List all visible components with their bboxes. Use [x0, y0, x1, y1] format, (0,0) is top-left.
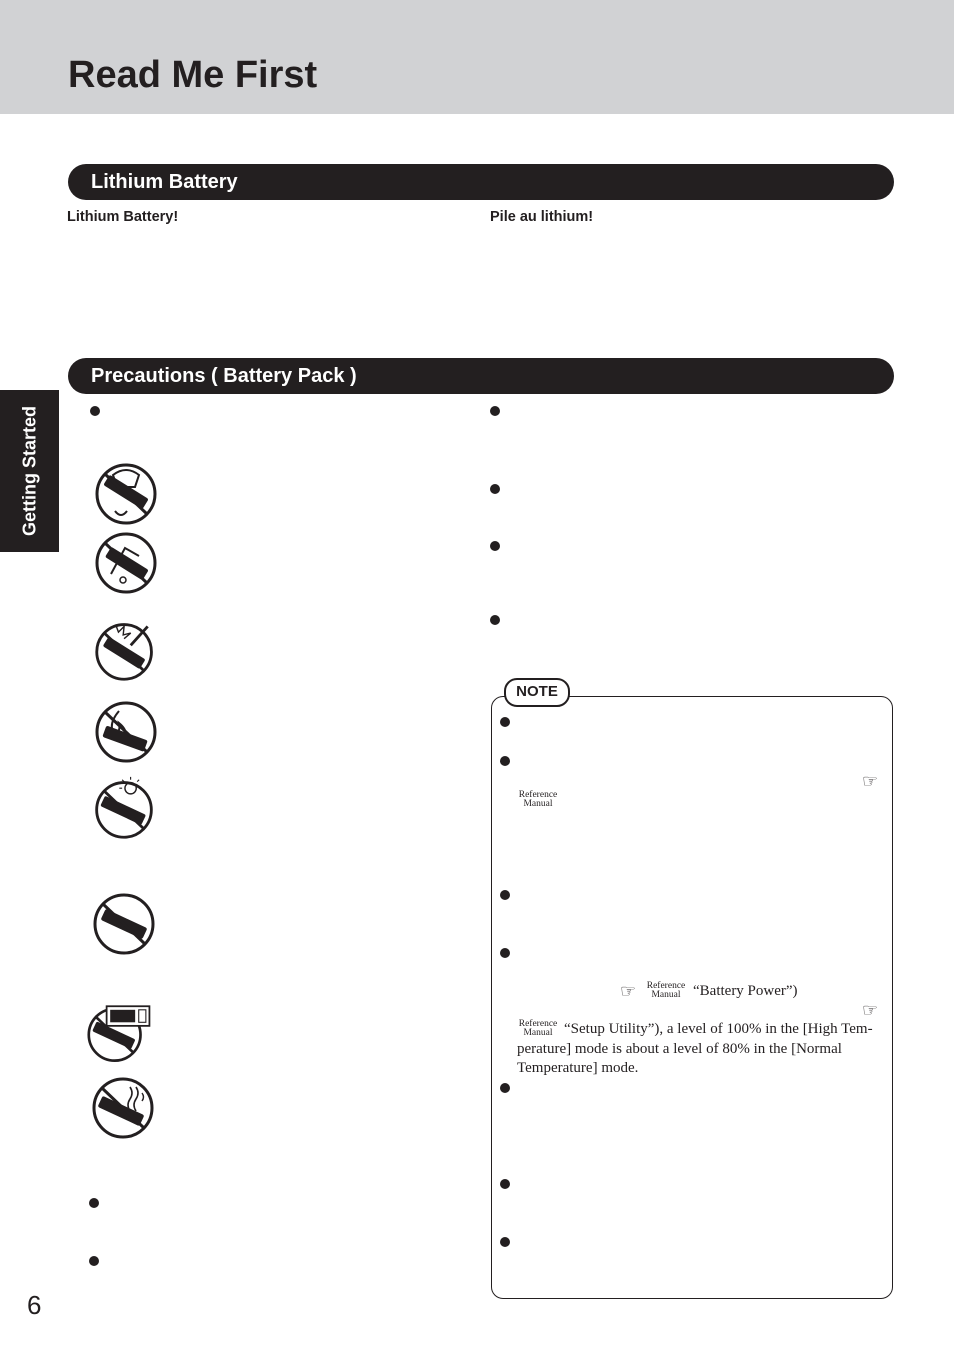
bullet-icon: [490, 406, 500, 416]
no-carry-with-metal-icon: [93, 461, 159, 527]
temperature-mode-text-line-1: perature] mode is about a level of 80% in the [Normal: [517, 1041, 842, 1057]
reference-manual-icon-bottom: Manual: [523, 1028, 553, 1038]
setup-utility-text: “Setup Utility”), a level of 100% in the [High Tem-: [564, 1021, 873, 1037]
bullet-icon: [500, 717, 510, 727]
bullet-icon: [490, 615, 500, 625]
bullet-icon: [500, 756, 510, 766]
page-title: Read Me First: [68, 54, 318, 96]
bullet-icon: [500, 1179, 510, 1189]
no-microwave-icon: [87, 1000, 153, 1066]
no-heat-sunlight-icon: [91, 775, 157, 841]
battery-power-reference: “Battery Power”): [693, 983, 798, 999]
section-bar-precautions: [68, 358, 894, 394]
bullet-icon: [500, 1083, 510, 1093]
reference-manual-icon: [643, 982, 689, 1000]
reference-manual-icon: [515, 791, 561, 809]
section-title-precautions: Precautions ( Battery Pack ): [91, 365, 357, 387]
reference-manual-icon-bottom: Manual: [523, 799, 553, 809]
no-water-icon: [90, 1075, 156, 1141]
temperature-mode-text-line-2: Temperature] mode.: [517, 1060, 639, 1076]
note-box: [491, 696, 893, 1299]
bullet-icon: [89, 1256, 99, 1266]
reference-manual-icon-top: Reference: [646, 981, 686, 991]
pointing-hand-icon: ☞: [620, 981, 637, 1002]
pointing-hand-icon: ☞: [862, 1000, 879, 1021]
bullet-icon: [90, 406, 100, 416]
no-fire-icon: [93, 699, 159, 765]
bullet-icon: [500, 890, 510, 900]
bullet-icon: [89, 1198, 99, 1208]
reference-manual-icon-top: Reference: [518, 790, 558, 800]
pointing-hand-icon: ☞: [862, 771, 879, 792]
lithium-battery-heading-en: Lithium Battery!: [67, 209, 179, 225]
bullet-icon: [500, 948, 510, 958]
bullet-icon: [490, 484, 500, 494]
no-disassemble-icon: [91, 891, 157, 957]
section-bar-lithium-battery: [68, 164, 894, 200]
no-short-circuit-icon: [93, 530, 159, 596]
side-tab: [0, 390, 59, 552]
note-label: NOTE: [504, 678, 570, 707]
reference-manual-icon: [515, 1020, 561, 1038]
section-title-lithium-battery: Lithium Battery: [91, 171, 238, 193]
bullet-icon: [500, 1237, 510, 1247]
reference-manual-icon-bottom: Manual: [651, 990, 681, 1000]
bullet-icon: [490, 541, 500, 551]
no-puncture-icon: [93, 617, 159, 683]
lithium-battery-heading-fr: Pile au lithium!: [490, 209, 594, 225]
reference-manual-icon-top: Reference: [518, 1019, 558, 1029]
page-number: 6: [27, 1290, 42, 1320]
side-tab-label: Getting Started: [19, 405, 39, 537]
